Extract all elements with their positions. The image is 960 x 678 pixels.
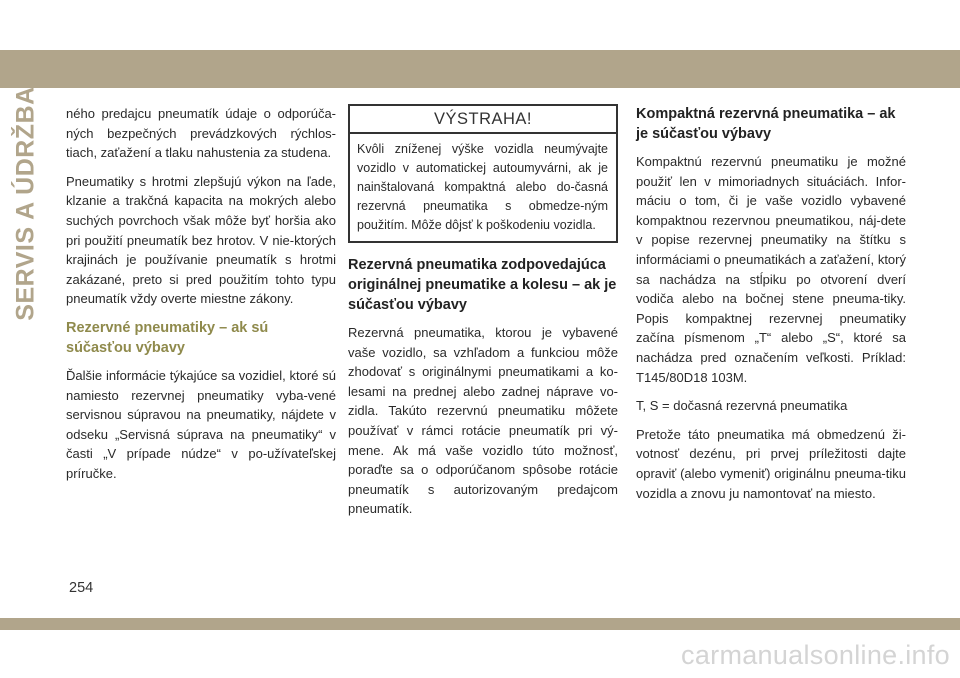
column-left bbox=[66, 104, 336, 493]
section-side-label-text: SERVIS A ÚDRŽBA bbox=[11, 85, 40, 321]
paragraph-compact-spare: Kompaktnú rezervnú pneumatiku je možné použiť len v mimoriadnych situáciách. Infor-máciu o tom, či je vaše vozidlo vybavené kompaktnou rezervnou pneumatikou, náj-dete v popise rezervnej pneumatiky na štítku s informáciami o pneumatikách a zaťažení, ktorý sa nachádza na stĺpiku po otvorení dverí vodiča alebo na bočnej stene pneuma-tiky. Popis kompaktnej rezervnej pneumatiky začína písmenom „T“ alebo „S“, ktoré sa nachádza pred označením veľkosti. Príklad: T145/80D18 103M. bbox=[636, 154, 906, 385]
heading-matching-spare: Rezervná pneumatika zodpovedajúca originálnej pneumatike a kolesu – ak je súčasťou výbavy bbox=[348, 257, 617, 313]
heading-compact-spare: Kompaktná rezervná pneumatika – ak je súčasťou výbavy bbox=[636, 106, 896, 142]
section-side-label bbox=[4, 85, 48, 321]
warning-box bbox=[348, 104, 618, 243]
heading-spare-tires-line2: súčasťou výbavy bbox=[66, 339, 185, 356]
column-right bbox=[636, 104, 906, 512]
paragraph-dealer-info: ného predajcu pneumatík údaje o odporúča-ných bezpečných prevádzkových rýchlos-tiach, zaťažení a tlaku nahustenia za studena. bbox=[66, 106, 336, 161]
paragraph-studded-tires: Pneumatiky s hrotmi zlepšujú výkon na ľade, klzanie a trakčná kapacita na mokrých alebo suchých povrchoch však môže byť horšia ako pri použití pneumatík bez hrotov. V nie-ktorých krajinách je používanie pneumatík s hrotmi zakázané, preto si pred použitím tohto typu pneumatík vždy overte miestne zákony. bbox=[66, 173, 336, 307]
paragraph-limited-tread: Pretože táto pneumatika má obmedzenú ži-votnosť dezénu, pri prvej príležitosti dajte opraviť (alebo vymeniť) originálnu pneuma-tiku vozidla a znovu ju namontovať na miesto. bbox=[636, 426, 906, 501]
warning-text: Kvôli zníženej výške vozidla neumývajte vozidlo v automatickej autoumyvárni, ak je nainštalovaná kompaktná alebo do-časná rezervná pneumatika s obmedze-ným použitím. Môže dôjsť k poškodeniu vozidla. bbox=[357, 142, 608, 232]
footer-band bbox=[0, 618, 960, 630]
heading-spare-tires-line1: Rezervné pneumatiky – ak sú bbox=[66, 319, 269, 336]
column-middle bbox=[348, 104, 618, 528]
paragraph-matching-spare: Rezervná pneumatika, ktorou je vybavené vaše vozidlo, sa vzhľadom a funkciou môže zhodovať s originálnymi pneumatikami a ko-lesami na prednej alebo zadnej náprave vo-zidla. Takúto rezervnú pneumatiku môžete používať v rámci rotácie pneumatík pri vý-mene. Ak má vaše vozidlo túto možnosť, poraďte sa o odporúčanom spôsobe rotácie pneumatík s autorizovaným predajcom pneumatík. bbox=[348, 325, 618, 517]
paragraph-tire-service-kit: Ďalšie informácie týkajúce sa vozidiel, ktoré sú namiesto rezervnej pneumatiky vyba-vené servisnou súpravou na pneumatiky, nájdete v odseku „Servisná súprava na pneumatiky“ v časti „V prípade núdze“ v po-užívateľskej príručke. bbox=[66, 367, 336, 481]
watermark-text: carmanualsonline.info bbox=[681, 639, 950, 670]
heading-spare-tires bbox=[66, 318, 336, 358]
paragraph-ts-definition: T, S = dočasná rezervná pneumatika bbox=[636, 398, 848, 414]
warning-title: VÝSTRAHA! bbox=[350, 106, 616, 134]
watermark bbox=[0, 632, 960, 678]
page-number: 254 bbox=[69, 580, 94, 596]
header-band bbox=[0, 50, 960, 88]
